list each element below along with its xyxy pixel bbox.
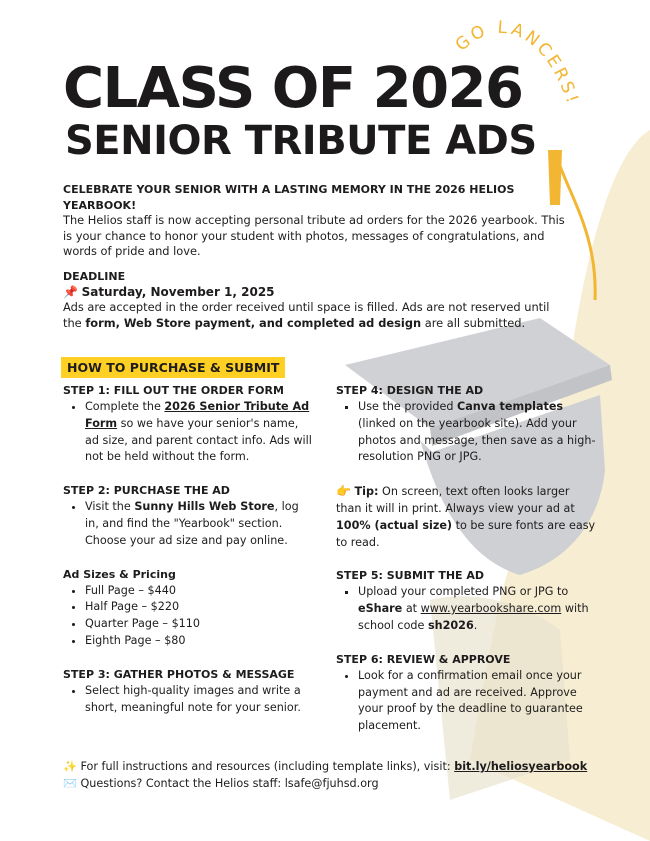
step6-item: • Look for a confirmation email once your payment and ad are received. Approve your proof by the deadline to guarantee placement. bbox=[358, 668, 598, 735]
web-store-name: Sunny Hills Web Store bbox=[134, 500, 275, 514]
step2-title: STEP 2: PURCHASE THE AD bbox=[63, 484, 230, 498]
step3-item: • Select high-quality images and write a short, meaningful note for your senior. bbox=[85, 683, 313, 717]
eshare-name: eShare bbox=[358, 602, 403, 616]
pricing-title: Ad Sizes & Pricing bbox=[63, 567, 176, 581]
pricing-item: • Half Page – $220 bbox=[85, 599, 313, 616]
deadline-note-bold: form, Web Store payment, and completed ad design bbox=[85, 315, 422, 330]
step1-block bbox=[63, 383, 313, 466]
footer-line2 bbox=[63, 775, 603, 792]
envelope-icon: ✉️ bbox=[63, 777, 77, 790]
sparkles-icon: ✨ bbox=[63, 760, 77, 773]
right-column bbox=[336, 383, 598, 752]
canva-templates: Canva templates bbox=[457, 400, 564, 413]
pricing-block bbox=[63, 567, 313, 650]
step5-title: STEP 5: SUBMIT THE AD bbox=[336, 569, 485, 583]
svg-text:GO LANCERS!: GO LANCERS! bbox=[451, 17, 583, 109]
footer bbox=[63, 758, 603, 792]
step1-item: • Complete the 2026 Senior Tribute Ad Form so we have your senior's name, ad size, and parent contact info. Ads will not be held without the form. bbox=[85, 399, 313, 466]
pricing-item: • Full Page – $440 bbox=[85, 583, 313, 600]
school-code: sh2026 bbox=[427, 618, 474, 632]
deadline-date: Saturday, November 1, 2025 bbox=[81, 284, 275, 299]
deadline-label: DEADLINE bbox=[63, 270, 126, 283]
left-column bbox=[63, 383, 313, 733]
tip-block: 👉 Tip: On screen, text often looks larger than it will in print. Always view your ad at 100% (actual size) to be sure fonts are easy to read. bbox=[336, 484, 596, 549]
step3-block bbox=[63, 667, 313, 717]
page-title-line1: CLASS OF 2026 bbox=[63, 56, 523, 121]
pin-icon: 📌 bbox=[63, 284, 78, 299]
helios-yearbook-link[interactable]: bit.ly/heliosyearbook bbox=[454, 760, 588, 773]
pointing-hand-icon: 👉 bbox=[336, 484, 351, 499]
step5-block bbox=[336, 568, 598, 634]
deadline-section bbox=[63, 269, 568, 331]
tip-label: Tip: bbox=[354, 485, 379, 499]
step2-item: • Visit the Sunny Hills Web Store, log in, and find the "Yearbook" section. Choose your ad size and pay online. bbox=[85, 499, 313, 549]
step5-item: ▪ Upload your completed PNG or JPG to eShare at www.yearbookshare.com with school code sh2026. bbox=[358, 584, 598, 634]
step4-title: STEP 4: DESIGN THE AD bbox=[336, 384, 484, 397]
step4-block bbox=[336, 383, 598, 466]
step2-block bbox=[63, 483, 313, 549]
step4-item: ▪ Use the provided Canva templates (linked on the yearbook site). Add your photos and message, then save as a high-resolution PNG or JPG. bbox=[358, 399, 598, 466]
intro-section bbox=[63, 182, 568, 260]
pricing-item: • Quarter Page – $110 bbox=[85, 616, 313, 633]
order-form-link[interactable]: 2026 Senior Tribute Ad Form bbox=[85, 400, 310, 430]
yearbookshare-link[interactable]: www.yearbookshare.com bbox=[420, 602, 562, 616]
step3-title: STEP 3: GATHER PHOTOS & MESSAGE bbox=[63, 667, 295, 681]
intro-heading: CELEBRATE YOUR SENIOR WITH A LASTING MEMORY IN THE 2026 HELIOS YEARBOOK! bbox=[63, 183, 515, 212]
section-title: HOW TO PURCHASE & SUBMIT bbox=[61, 357, 285, 378]
tip-bold: 100% (actual size) bbox=[336, 518, 453, 532]
pricing-item: • Eighth Page – $80 bbox=[85, 633, 313, 650]
step1-title: STEP 1: FILL OUT THE ORDER FORM bbox=[63, 384, 284, 397]
step6-block bbox=[336, 652, 598, 735]
footer-line1: ✨ For full instructions and resources (including template links), visit: bit.ly/heliosyearbook bbox=[63, 760, 588, 773]
step6-title: STEP 6: REVIEW & APPROVE bbox=[336, 652, 511, 666]
page-title-line2: SENIOR TRIBUTE ADS bbox=[65, 118, 537, 164]
deadline-note: Ads are accepted in the order received until space is filled. Ads are not reserved until the form, Web Store payment, and completed ad design are all submitted. bbox=[63, 300, 550, 330]
contact-text: Questions? Contact the Helios staff: lsafe@fjuhsd.org bbox=[76, 777, 379, 790]
intro-body: The Helios staff is now accepting personal tribute ad orders for the 2026 yearbook. This is your chance to honor your student with photos, messages of congratulations, and words of pride and love. bbox=[63, 213, 565, 258]
